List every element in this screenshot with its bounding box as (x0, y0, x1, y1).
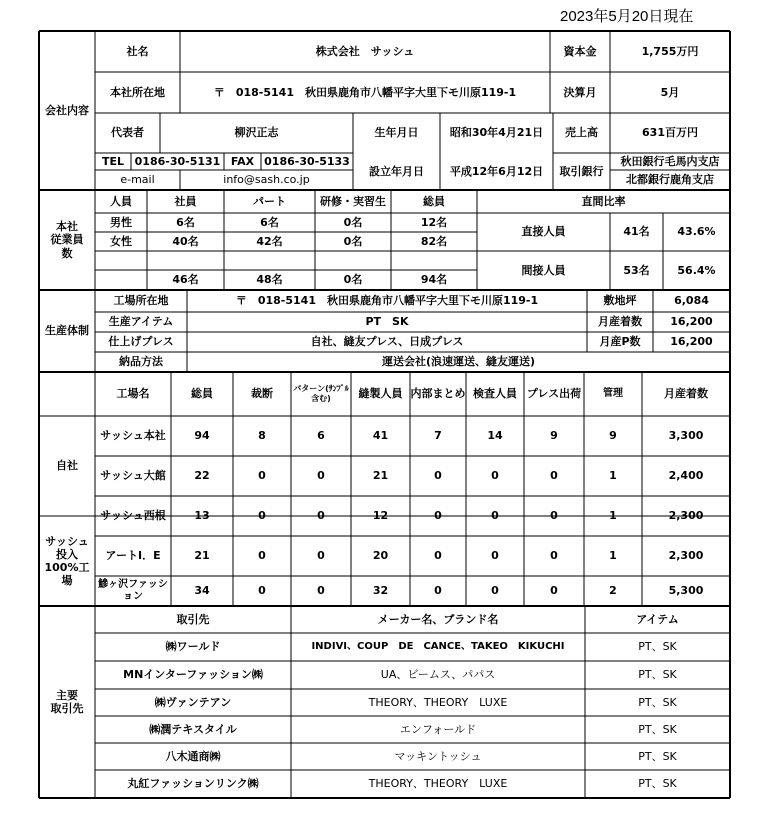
employee-count: 82名 (420, 234, 448, 248)
production-label: 月産着数 (598, 315, 642, 329)
factory-header-2: 裁断 (251, 387, 273, 401)
factory-value: 2 (609, 584, 617, 598)
ratio-header: 直間比率 (581, 194, 626, 208)
section-company: 会社内容 (45, 103, 89, 117)
sales-label: 売上高 (565, 126, 598, 140)
client-item: PT、SK (638, 695, 677, 709)
factory-value: 0 (434, 509, 442, 523)
factory-name: サッシュ大館 (100, 469, 166, 483)
company-name-label: 社名 (126, 44, 149, 58)
tel-value: 0186-30-5131 (134, 154, 221, 168)
employee-count: 0名 (343, 215, 363, 229)
client-name: MNインターファッション㈱ (123, 668, 263, 682)
factory-value: 0 (550, 509, 558, 523)
factory-value: 5,300 (668, 584, 704, 598)
employee-count: 6名 (176, 215, 195, 229)
factory-value: 13 (194, 509, 210, 523)
factory-value: 0 (434, 584, 442, 598)
client-item: PT、SK (638, 668, 677, 682)
employee-header-2: パート (253, 194, 286, 208)
as-of-date: 2023年5月20日現在 (560, 8, 694, 25)
sales-value: 631百万円 (642, 126, 698, 140)
factory-header-7: プレス出荷 (526, 387, 582, 401)
email-value: info@sash.co.jp (223, 173, 310, 187)
factory-header-8: 管理 (603, 388, 623, 399)
factory-value: 0 (258, 469, 266, 483)
client-item: PT、SK (638, 722, 677, 736)
client-item: PT、SK (638, 749, 677, 763)
factory-value: 0 (258, 584, 266, 598)
factory-name: 鰺ヶ沢ファッション (98, 579, 168, 602)
factory-value: 2,400 (668, 469, 704, 483)
factory-value: 34 (194, 584, 210, 598)
bank-label: 取引銀行 (559, 164, 604, 178)
delivery-label: 納品方法 (119, 355, 163, 369)
capital-value: 1,755万円 (641, 44, 699, 58)
representative-label: 代表者 (111, 126, 144, 140)
factory-value: 0 (434, 549, 442, 563)
indirect-label: 間接人員 (521, 263, 566, 277)
production-value: 自社、縫友プレス、日成プレス (310, 335, 464, 349)
direct-label: 直接人員 (521, 225, 566, 239)
employee-count: 12名 (420, 215, 448, 229)
company-name: 株式会社 サッシュ (315, 44, 415, 58)
factory-header-4: 縫製人員 (358, 387, 403, 401)
factory-value: 0 (434, 469, 442, 483)
client-brand: マッキントッシュ (394, 749, 482, 763)
fiscal-month-value: 5月 (660, 85, 680, 99)
employee-count: 0名 (343, 234, 363, 248)
production-value: 〒 018-5141 秋田県鹿角市八幡平字大里下モ川原119-1 (235, 294, 539, 308)
indirect-percent: 56.4% (677, 263, 716, 277)
employee-header-3: 研修・実習生 (320, 194, 386, 208)
client-name: ㈱潤テキスタイル (149, 722, 237, 736)
client-header-1: メーカー名、ブランド名 (377, 612, 499, 626)
production-label: 工場所在地 (113, 294, 169, 308)
factory-value: 14 (487, 429, 503, 443)
tel-label: TEL (101, 154, 125, 168)
production-label: 月産P数 (599, 335, 641, 349)
founded-label: 設立年月日 (369, 164, 424, 178)
section-own: 自社 (56, 459, 78, 473)
delivery-value: 運送会社(浪速運送、縫友運送) (381, 355, 536, 369)
factory-value: 12 (372, 509, 389, 523)
factory-value: 1 (609, 469, 617, 483)
factory-value: 2,300 (668, 509, 704, 523)
factory-value: 0 (491, 509, 499, 523)
client-item: PT、SK (638, 777, 677, 791)
client-name: 丸紅ファッションリンク㈱ (127, 777, 259, 791)
factory-value: 0 (550, 549, 558, 563)
founded-value: 平成12年6月12日 (449, 164, 544, 178)
direct-percent: 43.6% (677, 225, 716, 239)
factory-value: 1 (609, 549, 617, 563)
employee-header-4: 総員 (423, 194, 445, 208)
address-label: 本社所在地 (110, 85, 165, 99)
production-label: 生産アイテム (108, 315, 174, 329)
factory-header-6: 検査人員 (473, 387, 517, 401)
production-value: PT SK (365, 315, 409, 329)
factory-value: 22 (194, 469, 210, 483)
factory-value: 0 (258, 509, 266, 523)
factory-value: 0 (317, 584, 325, 598)
birth-date-value: 昭和30年4月21日 (449, 126, 544, 140)
client-brand: UA、ビームス、パパス (380, 668, 496, 682)
factory-value: 94 (194, 429, 210, 443)
factory-value: 0 (491, 584, 499, 598)
factory-value: 7 (434, 429, 442, 443)
factory-header-5: 内部まとめ (410, 387, 466, 401)
client-brand: INDIVI、COUP DE CANCE、TAKEO KIKUCHI (311, 641, 565, 652)
factory-name: サッシュ西根 (100, 509, 166, 523)
factory-header-9: 月産着数 (664, 387, 708, 401)
factory-value: 6 (317, 429, 325, 443)
employee-row-label: 男性 (110, 215, 132, 229)
employee-row-label: 女性 (110, 234, 132, 248)
factory-value: 9 (550, 429, 558, 443)
factory-value: 0 (491, 469, 499, 483)
birth-date-label: 生年月日 (374, 126, 419, 140)
factory-value: 0 (317, 509, 325, 523)
factory-name: サッシュ本社 (100, 429, 166, 443)
factory-value: 9 (609, 429, 617, 443)
factory-value: 0 (258, 549, 266, 563)
production-label: 仕上げプレス (108, 335, 174, 349)
factory-value: 0 (550, 584, 558, 598)
client-header-2: アイテム (636, 612, 679, 626)
section-production: 生産体制 (45, 324, 89, 338)
fax-label: FAX (230, 154, 255, 168)
factory-value: 0 (491, 549, 499, 563)
client-brand: エンフォールド (399, 722, 477, 736)
direct-count: 41名 (623, 225, 650, 239)
fax-value: 0186-30-5133 (264, 154, 350, 168)
factory-value: 3,300 (668, 429, 704, 443)
factory-value: 0 (550, 469, 558, 483)
section-partner: サッシュ 投入 100%工 場 (44, 534, 90, 588)
employee-count: 6名 (260, 215, 279, 229)
employee-count: 42名 (256, 234, 283, 248)
client-name: ㈱ヴァンテアン (154, 695, 232, 709)
factory-value: 21 (194, 549, 210, 563)
section-clients: 主要 取引先 (50, 688, 84, 715)
employee-total: 46名 (172, 273, 199, 287)
factory-header-1: 総員 (191, 387, 213, 401)
employee-total: 94名 (420, 273, 448, 287)
factory-value: 21 (372, 469, 389, 483)
client-header-0: 取引先 (176, 612, 210, 626)
client-item: PT、SK (638, 640, 677, 654)
factory-value: 20 (372, 549, 389, 563)
factory-value: 32 (372, 584, 389, 598)
employee-count: 40名 (172, 234, 199, 248)
address-value: 〒 018-5141 秋田県鹿角市八幡平字大里下モ川原119-1 (213, 85, 517, 99)
employee-total: 48名 (256, 273, 283, 287)
section-employees: 本社 従業員 数 (50, 220, 84, 260)
capital-label: 資本金 (563, 44, 597, 58)
bank-2: 北都銀行鹿角支店 (626, 173, 714, 187)
production-value: 16,200 (670, 315, 713, 329)
client-brand: THEORY、THEORY LUXE (368, 777, 508, 791)
factory-value: 0 (317, 469, 325, 483)
factory-value: 1 (609, 509, 617, 523)
email-label: e-mail (120, 173, 155, 187)
fiscal-month-label: 決算月 (563, 85, 597, 99)
production-label: 敷地坪 (603, 294, 637, 308)
employee-header-1: 社員 (174, 194, 197, 208)
client-name: ㈱ワールド (165, 640, 221, 654)
representative-value: 柳沢正志 (234, 126, 279, 140)
production-value: 16,200 (670, 335, 713, 349)
indirect-count: 53名 (623, 263, 650, 277)
client-brand: THEORY、THEORY LUXE (368, 695, 508, 709)
production-value: 6,084 (674, 294, 709, 308)
bank-1: 秋田銀行毛馬内支店 (620, 154, 720, 168)
factory-header-0: 工場名 (116, 387, 150, 401)
employee-header-0: 人員 (110, 194, 132, 208)
factory-value: 0 (317, 549, 325, 563)
factory-value: 41 (372, 429, 389, 443)
client-name: 八木通商㈱ (165, 749, 221, 763)
factory-name: アートI．E (105, 549, 161, 563)
factory-value: 8 (258, 429, 266, 443)
factory-value: 2,300 (668, 549, 704, 563)
employee-total: 0名 (343, 273, 363, 287)
factory-header-3: パターン(ｻﾝﾌﾟﾙ含む) (293, 384, 349, 403)
